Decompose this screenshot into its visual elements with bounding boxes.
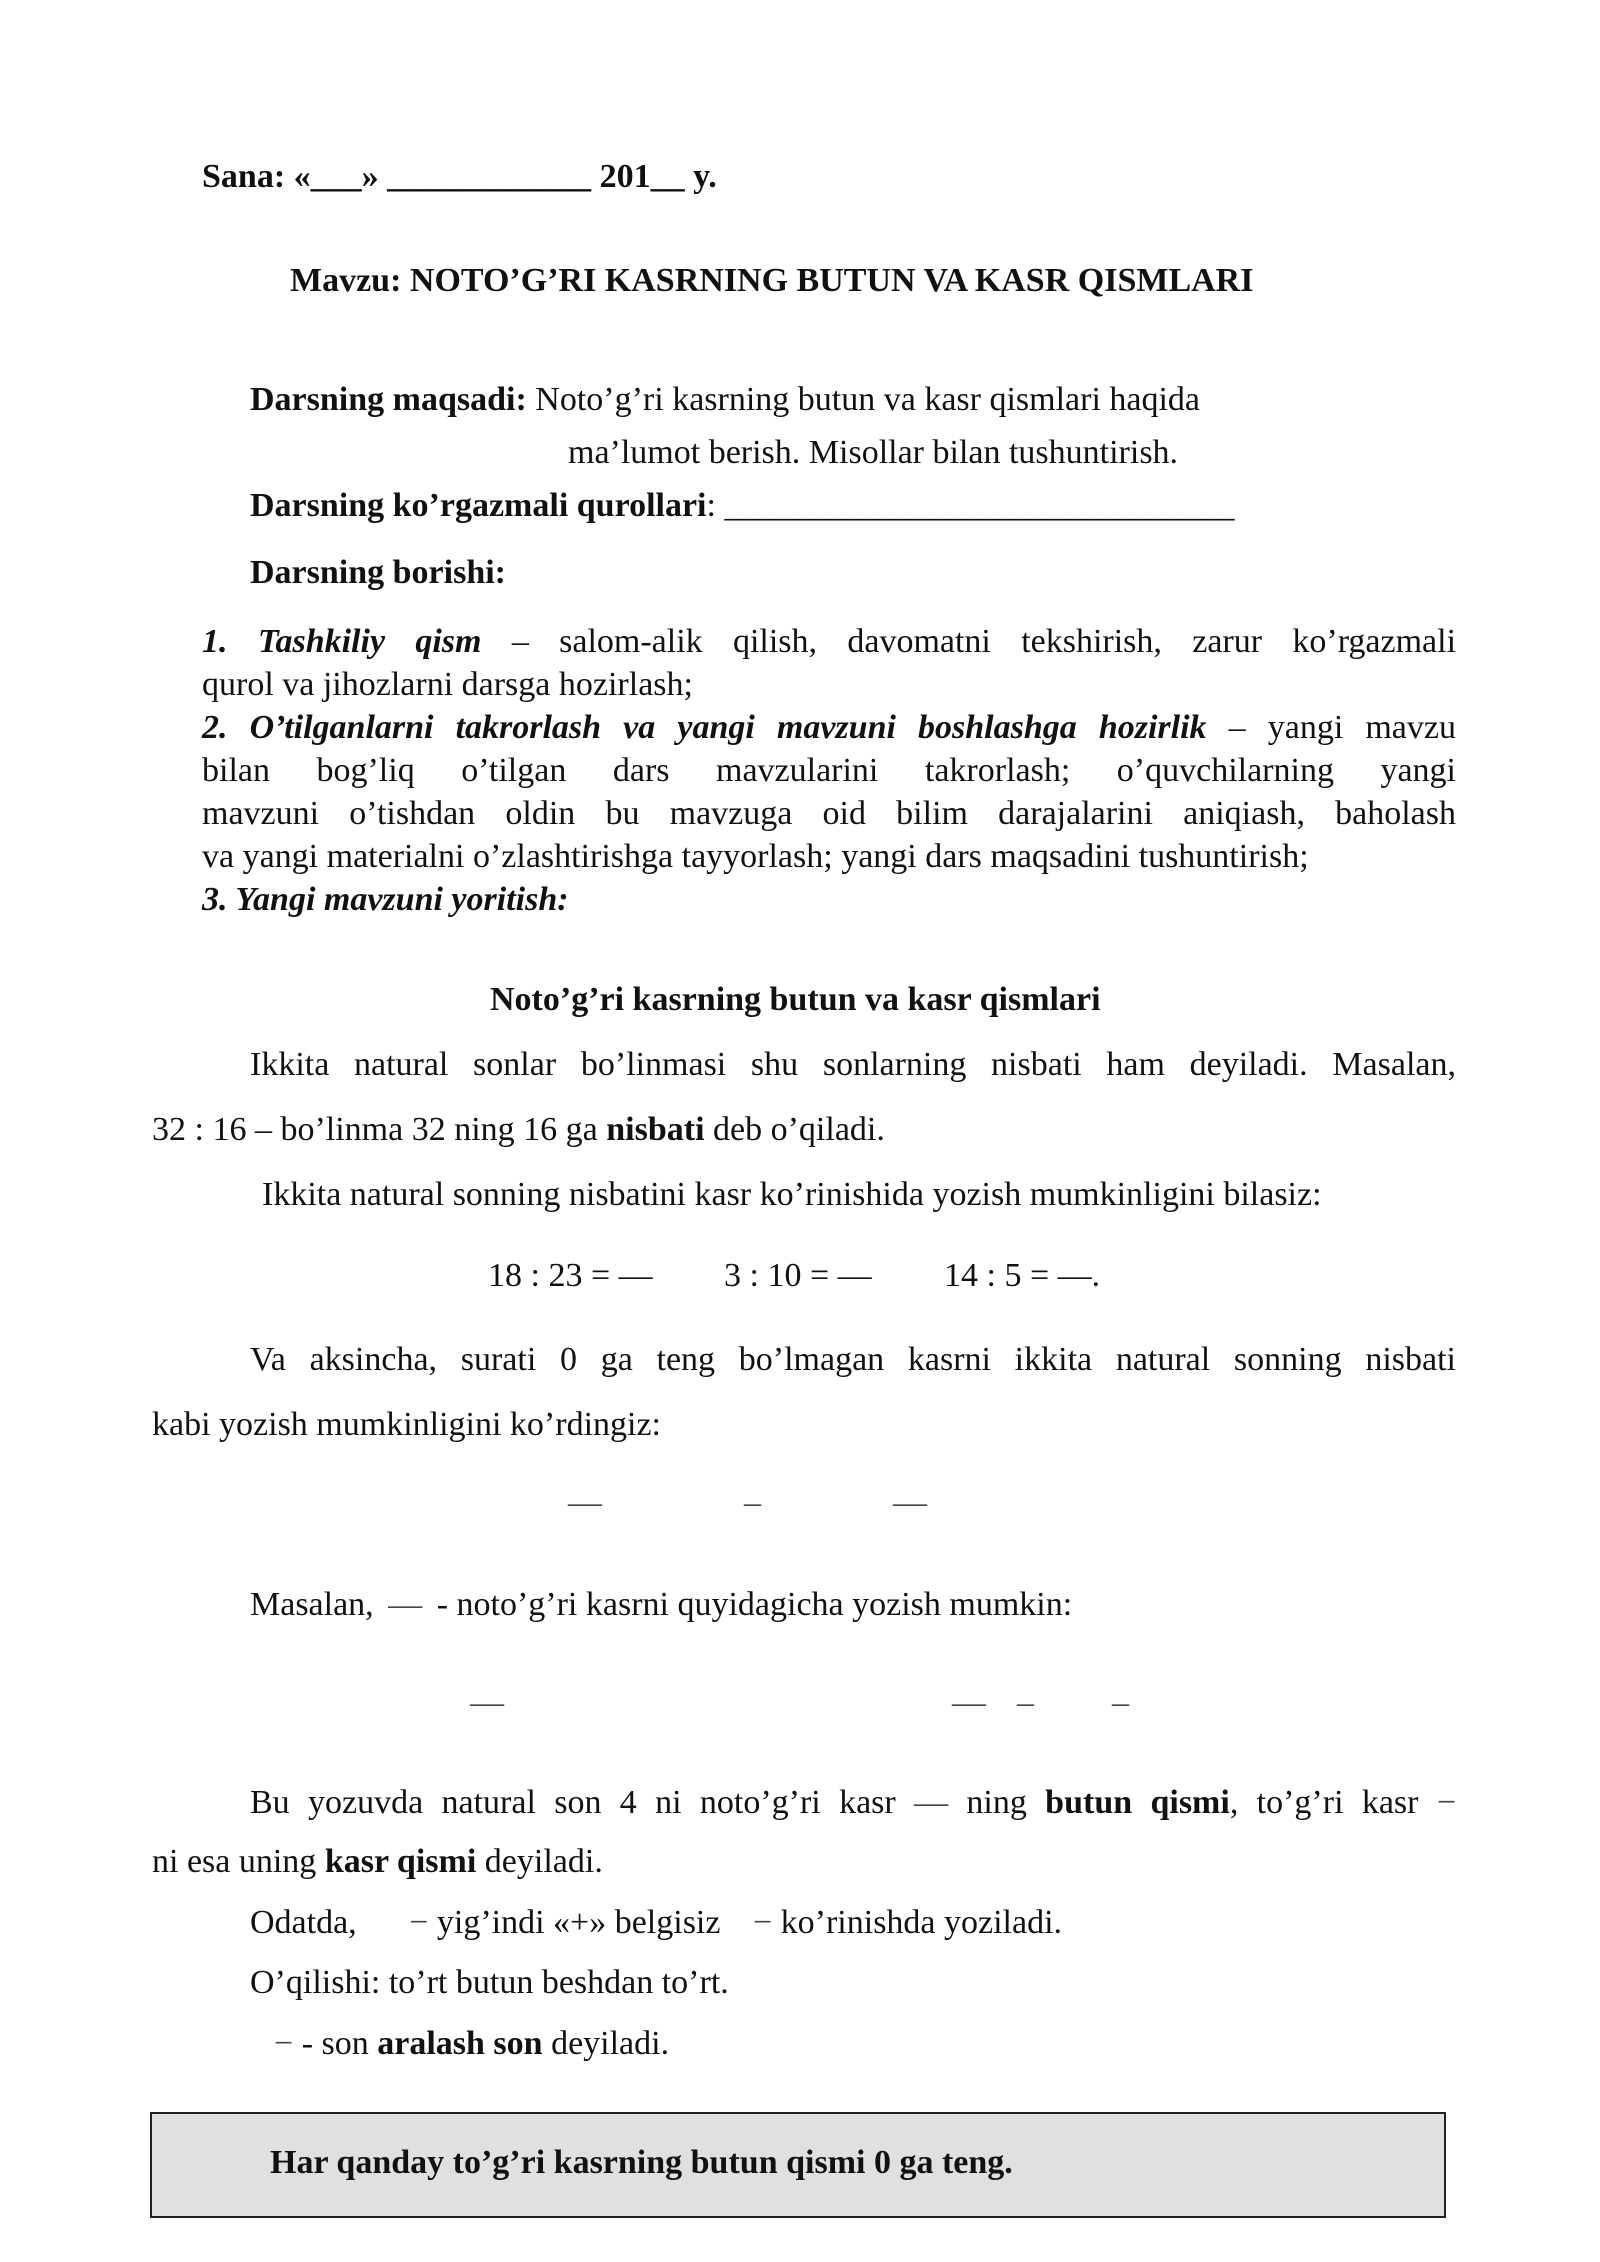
para3-line1 <box>250 1343 1456 1377</box>
para6-a: Odatda, <box>250 1904 357 1941</box>
step2-title: 2. O’tilganlarni takrorlash va yangi mavzuni boshlashga hozirlik <box>202 709 1207 746</box>
fraction-dash-b: – <box>744 1484 761 1521</box>
step1-line1 <box>202 620 1456 663</box>
topic-text: NOTO’G’RI KASRNING BUTUN VA KASR QISMLARI <box>409 262 1254 299</box>
fraction-dash-p4: — <box>388 1586 423 1623</box>
fraction-dash-g: – <box>1112 1684 1129 1721</box>
goal-line2: ma’lumot berish. Misollar bilan tushuntirish. <box>568 434 1179 471</box>
fraction-dash-d: — <box>470 1684 504 1721</box>
equation-3: 14 : 5 = —. <box>944 1257 1101 1294</box>
goal-label: Darsning maqsadi: <box>250 381 527 418</box>
para5-a: Bu yozuvda natural son 4 ni noto’g’ri kasr <box>250 1784 896 1821</box>
fraction-dash-f: – <box>1017 1684 1034 1721</box>
fraction-dash-p6a: − <box>409 1904 429 1941</box>
para8 <box>274 2027 669 2061</box>
step2-line3: mavzuni o’tishdan oldin bu mavzuga oid bilim darajalarini aniqiash, baholash <box>202 795 1456 832</box>
fraction-dash-a: — <box>568 1484 602 1521</box>
lesson-tools <box>250 489 1234 523</box>
para8-a: - son <box>301 2025 369 2062</box>
fraction-dash-c: — <box>893 1484 927 1521</box>
topic-title <box>290 264 1253 298</box>
step1-title: 1. Tashkiliy qism <box>202 623 482 660</box>
para5-b: ning <box>966 1784 1027 1821</box>
goal-line1: Noto’g’ri kasrning butun va kasr qismlari haqida <box>535 381 1201 418</box>
para1-l2-a: 32 : 16 – bo’linma 32 ning 16 ga <box>152 1111 598 1148</box>
para2: Ikkita natural sonning nisbatini kasr ko’rinishida yozish mumkinligini bilasiz: <box>262 1176 1322 1213</box>
fraction-dash-p6b: − <box>752 1904 773 1941</box>
fraction-dash-p8: − <box>274 2025 294 2062</box>
tools-blank: : ______________________________ <box>706 487 1235 524</box>
note-box <box>150 2112 1446 2218</box>
para4-b: - noto’g’ri kasrni quyidagicha yozish mumkin: <box>436 1586 1073 1623</box>
lesson-steps <box>202 620 1456 921</box>
para1-text: Ikkita natural sonlar bo’linmasi shu sonlarning nisbati ham deyiladi. Masalan, <box>250 1046 1456 1083</box>
para6-c: ko’rinishda yoziladi. <box>780 1904 1063 1941</box>
date-line <box>202 160 717 194</box>
nisbati-term: nisbati <box>606 1111 705 1148</box>
fraction-dash-e: — <box>952 1684 986 1721</box>
para4-a: Masalan, <box>250 1586 374 1623</box>
para7: O’qilishi: to’rt butun beshdan to’rt. <box>250 1964 729 2001</box>
para6-b: yig’indi «+» belgisiz <box>436 1904 721 1941</box>
para5-l2-a: ni esa uning <box>152 1843 317 1880</box>
kasr-qismi-term: kasr qismi <box>324 1843 477 1880</box>
date-value: «___» ____________ 201__ y. <box>293 158 717 195</box>
topic-label: Mavzu: <box>290 262 402 299</box>
para4 <box>250 1588 1072 1622</box>
tools-label: Darsning ko’rgazmali qurollari <box>250 487 707 524</box>
para6 <box>250 1906 1062 1940</box>
para5-c: , to’g’ri kasr <box>1229 1784 1419 1821</box>
aralash-son-term: aralash son <box>377 2025 543 2062</box>
process-label: Darsning borishi: <box>250 554 506 591</box>
step2-line2: bilan bog’liq o’tilgan dars mavzularini takrorlash; o’quvchilarning yangi <box>202 752 1456 789</box>
fraction-dash-p5b: − <box>1436 1784 1457 1821</box>
para3-line2: kabi yozish mumkinligini ko’rdingiz: <box>152 1406 662 1443</box>
equation-1: 18 : 23 = — <box>488 1257 653 1294</box>
para5-l2-b: deyiladi. <box>484 1843 603 1880</box>
fraction-dash-p5: — <box>914 1784 949 1821</box>
para5-line2 <box>152 1845 603 1879</box>
para1-l2-c: deb o’qiladi. <box>713 1111 885 1148</box>
section-heading: Noto’g’ri kasrning butun va kasr qismlari <box>490 981 1101 1018</box>
para1-line2 <box>152 1113 885 1147</box>
step2-line4: va yangi materialni o’zlashtirishga tayyorlash; yangi dars maqsadini tushuntirish; <box>202 838 1309 875</box>
para1-line1 <box>250 1048 1456 1082</box>
step2-line1 <box>202 706 1456 749</box>
note-text: Har qanday to’g’ri kasrning butun qismi 0 ga teng. <box>270 2144 1013 2181</box>
date-label: Sana: <box>202 158 286 195</box>
butun-qismi-term: butun qismi <box>1045 1784 1230 1821</box>
para8-b: deyiladi. <box>551 2025 670 2062</box>
step2-text: – yangi mavzu <box>1228 709 1456 746</box>
equation-2: 3 : 10 = — <box>724 1257 872 1294</box>
step1-text: – salom-alik qilish, davomatni tekshirish, zarur ko’rgazmali <box>511 623 1457 660</box>
para5-line1 <box>250 1786 1456 1820</box>
step1-line2: qurol va jihozlarni darsga hozirlash; <box>202 666 693 703</box>
para3-text: Va aksincha, surati 0 ga teng bo’lmagan kasrni ikkita natural sonning nisbati <box>250 1341 1456 1378</box>
step3-title: 3. Yangi mavzuni yoritish: <box>202 881 569 918</box>
lesson-goal <box>250 383 1200 417</box>
